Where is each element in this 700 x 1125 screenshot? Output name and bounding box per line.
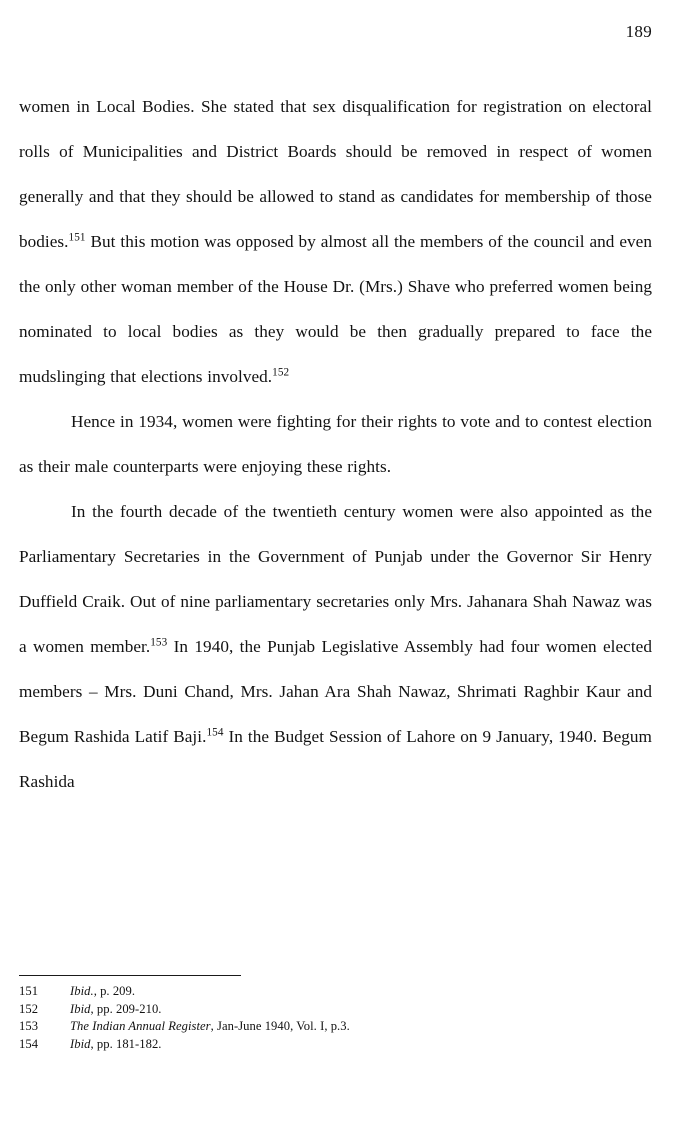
footnote-reference-153[interactable]: 153 [150, 636, 168, 649]
footnote-text: The Indian Annual Register, Jan-June 1940, Vol. I, p.3. [70, 1019, 350, 1034]
footnote-number: 151 [19, 984, 39, 998]
footnotes-section [19, 975, 652, 1053]
footnote-text: Ibid, pp. 209-210. [70, 1001, 162, 1016]
footnote-item [19, 1018, 652, 1036]
footnote-number: 153 [19, 1019, 39, 1034]
footnote-reference-152[interactable]: 152 [272, 366, 290, 379]
footnote-text: Ibid, pp. 181-182. [70, 1036, 162, 1051]
body-paragraph: In the fourth decade of the twentieth century women were also appointed as the Parliamentary Secretaries in the Government of Punjab under the Governor Sir Henry Duffield Craik. Out of nine parliamentary secretaries only Mrs. Jahanara Shah Nawaz was a women member.$^{153}$ In 1940, the Punjab Legislative Assembly had four women elected members – Mrs. Duni Chand, Mrs. Jahan Ara Shah Nawaz, Shrimati Raghbir Kaur and Begum Rashida Latif Baji.$^{154}$ In the Budget Session of Lahore on 9 January, 1940. Begum Rashida [19, 502, 652, 791]
footnote-reference-154[interactable]: 154 [206, 726, 224, 739]
footnote-number: 154 [19, 1036, 39, 1051]
footnote-reference-151[interactable]: 151 [68, 231, 86, 244]
footnote-number: 152 [19, 1001, 39, 1016]
footnote-separator-rule [19, 975, 241, 976]
body-text [19, 84, 652, 804]
body-paragraph: Hence in 1934, women were fighting for their rights to vote and to contest election as their male counterparts were enjoying these rights. [19, 412, 652, 476]
footnote-item [19, 1036, 652, 1054]
page-number: 189 [625, 22, 652, 41]
footnote-item [19, 1001, 652, 1019]
body-paragraph: women in Local Bodies. She stated that sex disqualification for registration on electoral rolls of Municipalities and District Boards should be removed in respect of women generally and that they should be allowed to stand as candidates for membership of those bodies.$^{151}$ But this motion was opposed by almost all the members of the council and even the only other woman member of the House Dr. (Mrs.) Shave who preferred women being nominated to local bodies as they would be then gradually prepared to face the mudslinging that elections involved.$^{152}$ [19, 97, 652, 386]
footnote-list [19, 983, 652, 1053]
footnote-item [19, 983, 652, 1001]
footnote-text: Ibid., p. 209. [70, 984, 136, 998]
